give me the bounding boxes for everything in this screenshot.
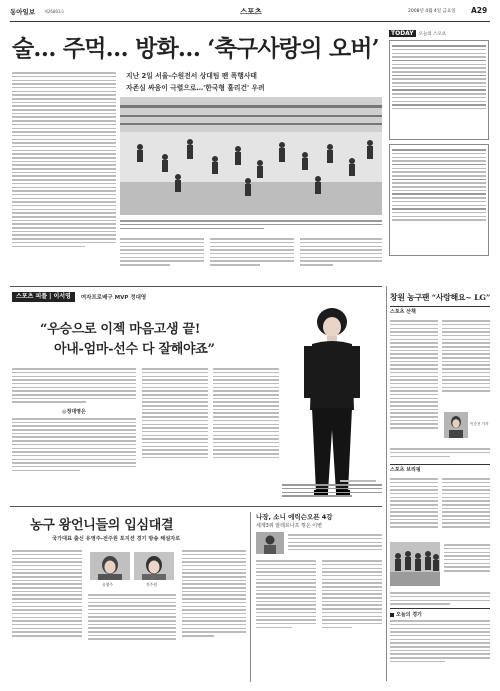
columnist-name: 이승건 기자 (470, 422, 489, 426)
lead-body-lower-3 (300, 236, 382, 268)
head-graphic-1 (90, 552, 130, 580)
lead-headline: 술… 주먹… 방화… ‘축구사랑의 오버’ (12, 35, 379, 62)
feature-profile-label: ◎정대영은 (62, 409, 86, 415)
interview-body-3 (322, 558, 382, 630)
today-schedule-label: 오늘의 경기 (396, 612, 422, 618)
lower-headline: 농구 왕언니들의 입심대결 (30, 518, 174, 533)
today-tables (389, 30, 489, 270)
today-title: TODAY (391, 30, 414, 37)
masthead-section: 스포츠 (240, 7, 262, 16)
group-graphic (390, 542, 440, 586)
lower-photo-2 (134, 552, 174, 580)
portrait-graphic (282, 300, 378, 500)
feature-section-rule (10, 506, 382, 507)
right-subsection-2 (390, 464, 490, 473)
lead-body-lower-2 (210, 236, 294, 268)
right-subsection-1 (390, 306, 490, 315)
columnist-photo (444, 412, 468, 438)
lower-body-1 (12, 548, 82, 639)
right-subsection-2-label: 스포츠 브리핑 (390, 466, 421, 473)
feature-profile (12, 408, 136, 473)
masthead-paper: 동아일보 (10, 8, 36, 16)
lower-photo-name-2: 전주원 (146, 582, 158, 587)
right-body-3 (390, 446, 490, 459)
feature-portrait (282, 300, 378, 500)
interview-headline-1: 나장, 소니 에릭슨오픈 4강 (256, 513, 333, 521)
masthead-rule (10, 21, 490, 22)
feature-banner-sub: 여자프로배구 MVP 정대영 (80, 295, 147, 301)
right-column-divider (386, 286, 387, 681)
feature-body-2 (142, 366, 208, 460)
right-group-photo (390, 542, 440, 586)
lead-photo (120, 97, 382, 215)
today-label: 오늘의 스포츠 (418, 31, 447, 37)
lower-deck: 국가대표 출신 유영주-전주원 포지션 경기 방송 해설자로 (52, 536, 181, 542)
lower-photo-1 (90, 552, 130, 580)
masthead-page: A29 (471, 6, 488, 15)
feature-quote-2: 아내-엄마-선수 다 잘해야죠” (54, 342, 215, 357)
masthead-issue: 제26803호 (44, 8, 65, 14)
right-body-2 (442, 318, 490, 394)
lower-column-divider (250, 512, 251, 682)
feature-quote-1: “우승으로 이젝 마음고생 끝! (40, 322, 201, 337)
today-table-1 (389, 40, 489, 140)
interview-photo (256, 532, 284, 554)
lower-body-3 (182, 548, 246, 639)
lead-body-lower-1 (120, 236, 204, 268)
feature-body-1 (12, 366, 136, 405)
lead-section-rule (10, 286, 382, 287)
feature-banner-main: 스포츠 피플 | 이서영 (12, 292, 75, 302)
masthead-date: 2008년 4월 4일 금요일 (408, 9, 456, 14)
right-headline: 창원 농구팬 “사랑해요~ LG” (390, 293, 491, 302)
today-table-2 (389, 144, 489, 256)
lower-body-2 (88, 592, 176, 642)
feature-pullquote (282, 482, 382, 499)
right-body-1 (390, 318, 438, 431)
right-body-6 (444, 542, 490, 574)
today-schedule (390, 608, 490, 684)
interview-headline-2: 세계3위 알레르나프 꺾은 이변 (256, 523, 322, 529)
right-body-4 (390, 476, 438, 530)
interview-body-1 (288, 532, 382, 553)
interview-body-2 (256, 558, 316, 630)
masthead (10, 6, 490, 20)
lower-photo-name-1: 유영주 (102, 582, 114, 587)
crowd-photo-graphic (120, 97, 382, 215)
lead-deck-1: 지난 2일 서울-수원전서 상대팀 팬 폭행사태 (126, 72, 257, 80)
head-graphic-2 (134, 552, 174, 580)
player-graphic (256, 532, 284, 554)
lead-deck-2: 자존심 싸움이 극렬으로…'한국형 훌리건' 우려 (126, 84, 265, 92)
lead-body-left (12, 70, 116, 280)
right-body-7 (390, 590, 490, 607)
lead-photo-caption (120, 218, 382, 231)
right-subsection-1-label: 스포츠 산책 (390, 308, 416, 315)
feature-body-3 (213, 366, 279, 460)
right-body-5 (442, 476, 490, 530)
today-schedule-bullet-icon (390, 613, 394, 617)
columnist-graphic (444, 412, 468, 438)
